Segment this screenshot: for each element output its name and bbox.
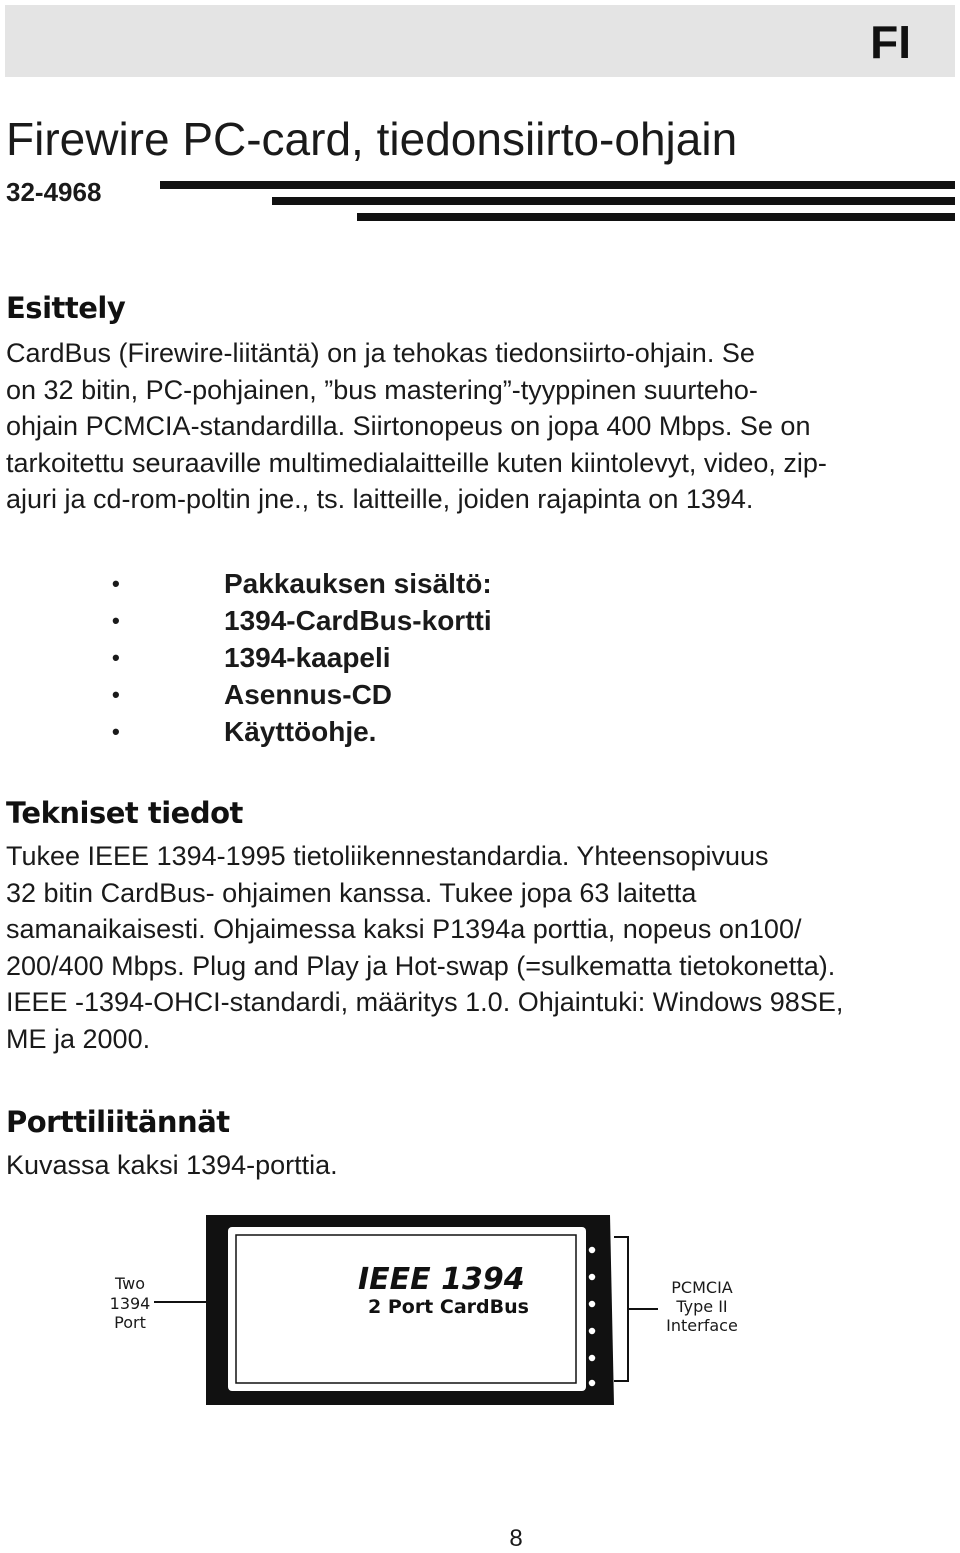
intro-line: ajuri ja cd-rom-poltin jne., ts. laitteille, joiden rajapinta on 1394. <box>6 484 754 515</box>
pin-icon <box>588 1327 596 1335</box>
left-callout-line: 1394 <box>109 1294 151 1313</box>
pin-icon <box>588 1273 596 1281</box>
intro-paragraph <box>6 335 951 518</box>
list-item <box>110 602 492 639</box>
right-callout-line: Type II <box>676 1297 728 1316</box>
bullet-icon: • <box>112 608 120 633</box>
rule-line <box>272 197 955 205</box>
left-callout-line: Port <box>114 1313 146 1332</box>
page-number: 8 <box>509 1525 523 1552</box>
pin-icon <box>588 1300 596 1308</box>
section-heading-ports: Porttiliitännät <box>6 1105 230 1139</box>
right-callout-line: PCMCIA <box>671 1278 733 1297</box>
bullet-icon: • <box>112 645 120 670</box>
list-item-text: 1394-CardBus-kortti <box>224 605 492 636</box>
bullet-icon: • <box>112 571 120 596</box>
card-label-main: IEEE 1394 <box>358 1262 525 1297</box>
rule-line <box>160 181 955 189</box>
interface-edge <box>614 1237 628 1381</box>
package-contents-list <box>110 565 492 750</box>
section-heading-intro: Esittely <box>6 291 126 325</box>
right-callout-line: Interface <box>666 1316 738 1335</box>
section-heading-specs: Tekniset tiedot <box>6 796 243 830</box>
document-title: Firewire PC-card, tiedonsiirto-ohjain <box>6 113 738 165</box>
specs-line: samanaikaisesti. Ohjaimessa kaksi P1394a porttia, nopeus on100/ <box>6 914 802 945</box>
list-item-text: 1394-kaapeli <box>224 642 391 673</box>
cardbus-card-diagram <box>100 1205 760 1425</box>
specs-paragraph <box>6 838 951 1058</box>
list-item <box>110 713 492 750</box>
intro-line: ohjain PCMCIA-standardilla. Siirtonopeus on jopa 400 Mbps. Se on <box>6 411 811 442</box>
language-code: FI <box>870 16 911 68</box>
list-item <box>110 639 492 676</box>
list-item <box>110 676 492 713</box>
list-item-text: Pakkauksen sisältö: <box>224 568 492 599</box>
rule-line <box>357 213 955 221</box>
ports-paragraph: Kuvassa kaksi 1394-porttia. <box>6 1150 338 1180</box>
pin-icon <box>588 1354 596 1362</box>
specs-line: IEEE -1394-OHCI-standardi, määritys 1.0. Ohjaintuki: Windows 98SE, <box>6 987 844 1018</box>
pin-icon <box>588 1246 596 1254</box>
specs-line: ME ja 2000. <box>6 1023 151 1054</box>
specs-line: Tukee IEEE 1394-1995 tietoliikennestandardia. Yhteensopivuus <box>6 841 769 871</box>
card-label-sub: 2 Port CardBus <box>368 1296 529 1318</box>
right-callout <box>666 1278 738 1335</box>
left-callout <box>110 1274 151 1332</box>
bullet-icon: • <box>112 682 120 707</box>
intro-line: tarkoitettu seuraaville multimedialaitteille kuten kiintolevyt, video, zip- <box>6 447 827 478</box>
list-item-text: Käyttöohje. <box>224 716 377 747</box>
specs-line: 32 bitin CardBus- ohjaimen kanssa. Tukee jopa 63 laitetta <box>6 877 697 908</box>
intro-line: on 32 bitin, PC-pohjainen, ”bus mastering”-tyyppinen suurteho- <box>6 374 758 405</box>
pin-icon <box>588 1379 596 1387</box>
specs-line: 200/400 Mbps. Plug and Play ja Hot-swap (=sulkematta tietokonetta). <box>6 950 836 981</box>
list-item <box>110 565 492 602</box>
bullet-icon: • <box>112 719 120 744</box>
intro-line: CardBus (Firewire-liitäntä) on ja tehokas tiedonsiirto-ohjain. Se <box>6 338 755 368</box>
left-callout-line: Two <box>115 1274 145 1293</box>
language-header-bar <box>5 5 955 77</box>
list-item-text: Asennus-CD <box>224 679 393 710</box>
product-code: 32-4968 <box>6 177 102 207</box>
